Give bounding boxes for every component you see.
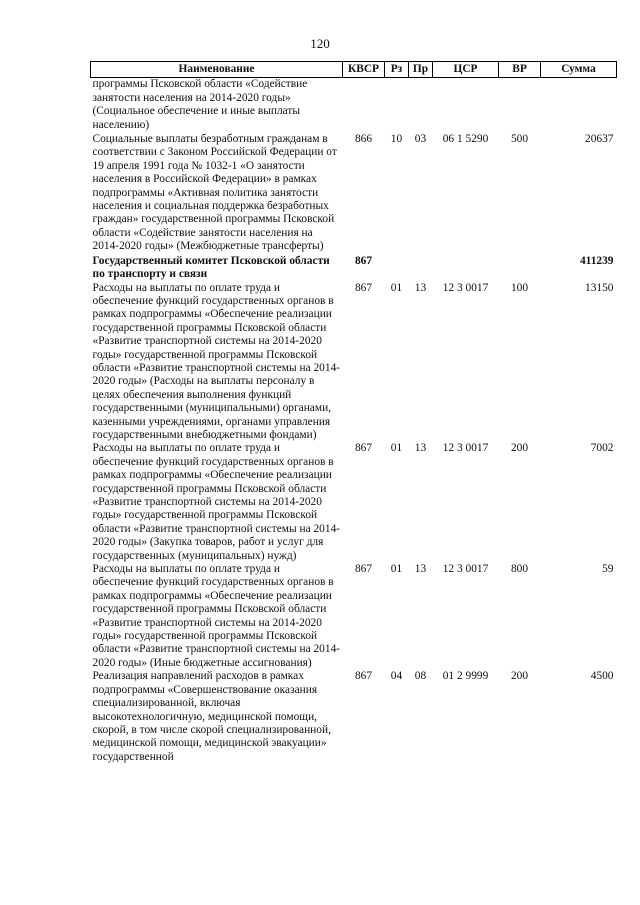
row-name: программы Псковской области «Содействие занятости населения на 2014-2020 годы» (Социальное обеспечение и иные выплаты населению) [92, 78, 308, 131]
row-sum: 13150 [585, 281, 614, 294]
row-pr: 13 [414, 281, 427, 294]
row-csr [433, 78, 499, 132]
row-rz [385, 78, 409, 132]
row-vr: 200 [510, 670, 529, 683]
row-csr: 12 3 0017 [442, 563, 489, 576]
row-sum: 59 [602, 563, 614, 576]
row-vr [499, 78, 541, 132]
row-pr: 13 [414, 442, 427, 455]
row-kvsr: 867 [354, 563, 373, 576]
row-name: Расходы на выплаты по оплате труда и обеспечение функций государственных органов в рамках подпрограммы «Обеспечение реализации государственной программы Псковской области «Развитие транспортной системы на 2014-2020 годы» государственной программы Псковской области «Развитие транспортной системы на 2014-2020 годы» (Иные бюджетные ассигнования) [92, 563, 341, 669]
row-rz: 10 [390, 133, 403, 146]
row-sum: 411239 [579, 254, 614, 267]
row-vr: 800 [510, 563, 529, 576]
header-name: Наименование [91, 62, 343, 78]
page-number: 120 [310, 36, 330, 51]
row-vr: 100 [510, 281, 529, 294]
row-sum: 7002 [590, 442, 614, 455]
row-kvsr: 867 [354, 670, 373, 683]
table-row [91, 670, 617, 764]
row-rz: 04 [390, 670, 403, 683]
row-pr [409, 78, 433, 132]
row-kvsr: 867 [354, 281, 373, 294]
row-kvsr: 867 [354, 442, 373, 455]
row-rz: 01 [390, 442, 403, 455]
row-vr: 200 [510, 442, 529, 455]
row-csr: 01 2 9999 [442, 670, 489, 683]
row-sum: 4500 [590, 670, 614, 683]
header-csr: ЦСР [433, 62, 499, 78]
row-name: Расходы на выплаты по оплате труда и обеспечение функций государственных органов в рамках подпрограммы «Обеспечение реализации государственной программы Псковской области «Развитие транспортной системы на 2014-2020 годы» государственной программы Псковской области «Развитие транспортной системы на 2014-2020 годы» (Закупка товаров, работ и услуг для государственных (муниципальных) нужд) [92, 442, 341, 562]
row-rz: 01 [390, 281, 403, 294]
row-pr: 13 [414, 563, 427, 576]
row-vr: 500 [510, 133, 529, 146]
row-sum: 20637 [585, 133, 614, 146]
table-row [91, 282, 617, 443]
row-name: Реализация направлений расходов в рамках подпрограммы «Совершенствование оказания специализированной, включая высокотехнологичную, медицинской помощи, скорой, в том числе скорой специализированной, медицинской помощи, медицинской эвакуации» государственной [92, 670, 331, 763]
row-name: Расходы на выплаты по оплате труда и обеспечение функций государственных органов в рамках подпрограммы «Обеспечение реализации государственной программы Псковской области «Развитие транспортной системы на 2014-2020 годы» государственной программы Псковской области «Развитие транспортной системы на 2014-2020 годы» (Расходы на выплаты персоналу в целях обеспечения выполнения функций государственными (муниципальными) органами, казенными учреждениями, органами управления государственными внебюджетными фондами) [92, 281, 341, 441]
table-header-row [91, 62, 617, 78]
table-row [91, 442, 617, 563]
table-row [91, 132, 617, 254]
row-csr: 12 3 0017 [442, 281, 489, 294]
row-pr: 03 [414, 133, 427, 146]
row-kvsr [343, 78, 385, 132]
header-sum: Сумма [541, 62, 617, 78]
row-name: Государственный комитет Псковской области по транспорту и связи [92, 254, 330, 281]
row-csr: 06 1 5290 [442, 133, 489, 146]
row-pr [409, 254, 433, 282]
row-name: Социальные выплаты безработным гражданам в соответствии с Законом Российской Федерации от 19 апреля 1991 года № 1032-1 «О занятости населения в Российской Федерации» в рамках подпрограммы «Активная политика занятости населения и социальная поддержка безработных граждан» государственной программы Псковской области «Содействие занятости населения на 2014-2020 годы» (Межбюджетные трансферты) [92, 133, 337, 253]
table-row-section [91, 254, 617, 282]
header-vr: ВР [499, 62, 541, 78]
row-rz [385, 254, 409, 282]
header-rz: Рз [385, 62, 409, 78]
row-kvsr: 867 [354, 254, 373, 267]
header-pr: Пр [409, 62, 433, 78]
row-sum [541, 78, 617, 132]
table-row [91, 563, 617, 670]
budget-table [90, 61, 617, 764]
header-kvsr: КВСР [343, 62, 385, 78]
table-row [91, 78, 617, 132]
row-pr: 08 [414, 670, 427, 683]
row-csr: 12 3 0017 [442, 442, 489, 455]
row-csr [433, 254, 499, 282]
row-rz: 01 [390, 563, 403, 576]
row-vr [499, 254, 541, 282]
row-kvsr: 866 [354, 133, 373, 146]
